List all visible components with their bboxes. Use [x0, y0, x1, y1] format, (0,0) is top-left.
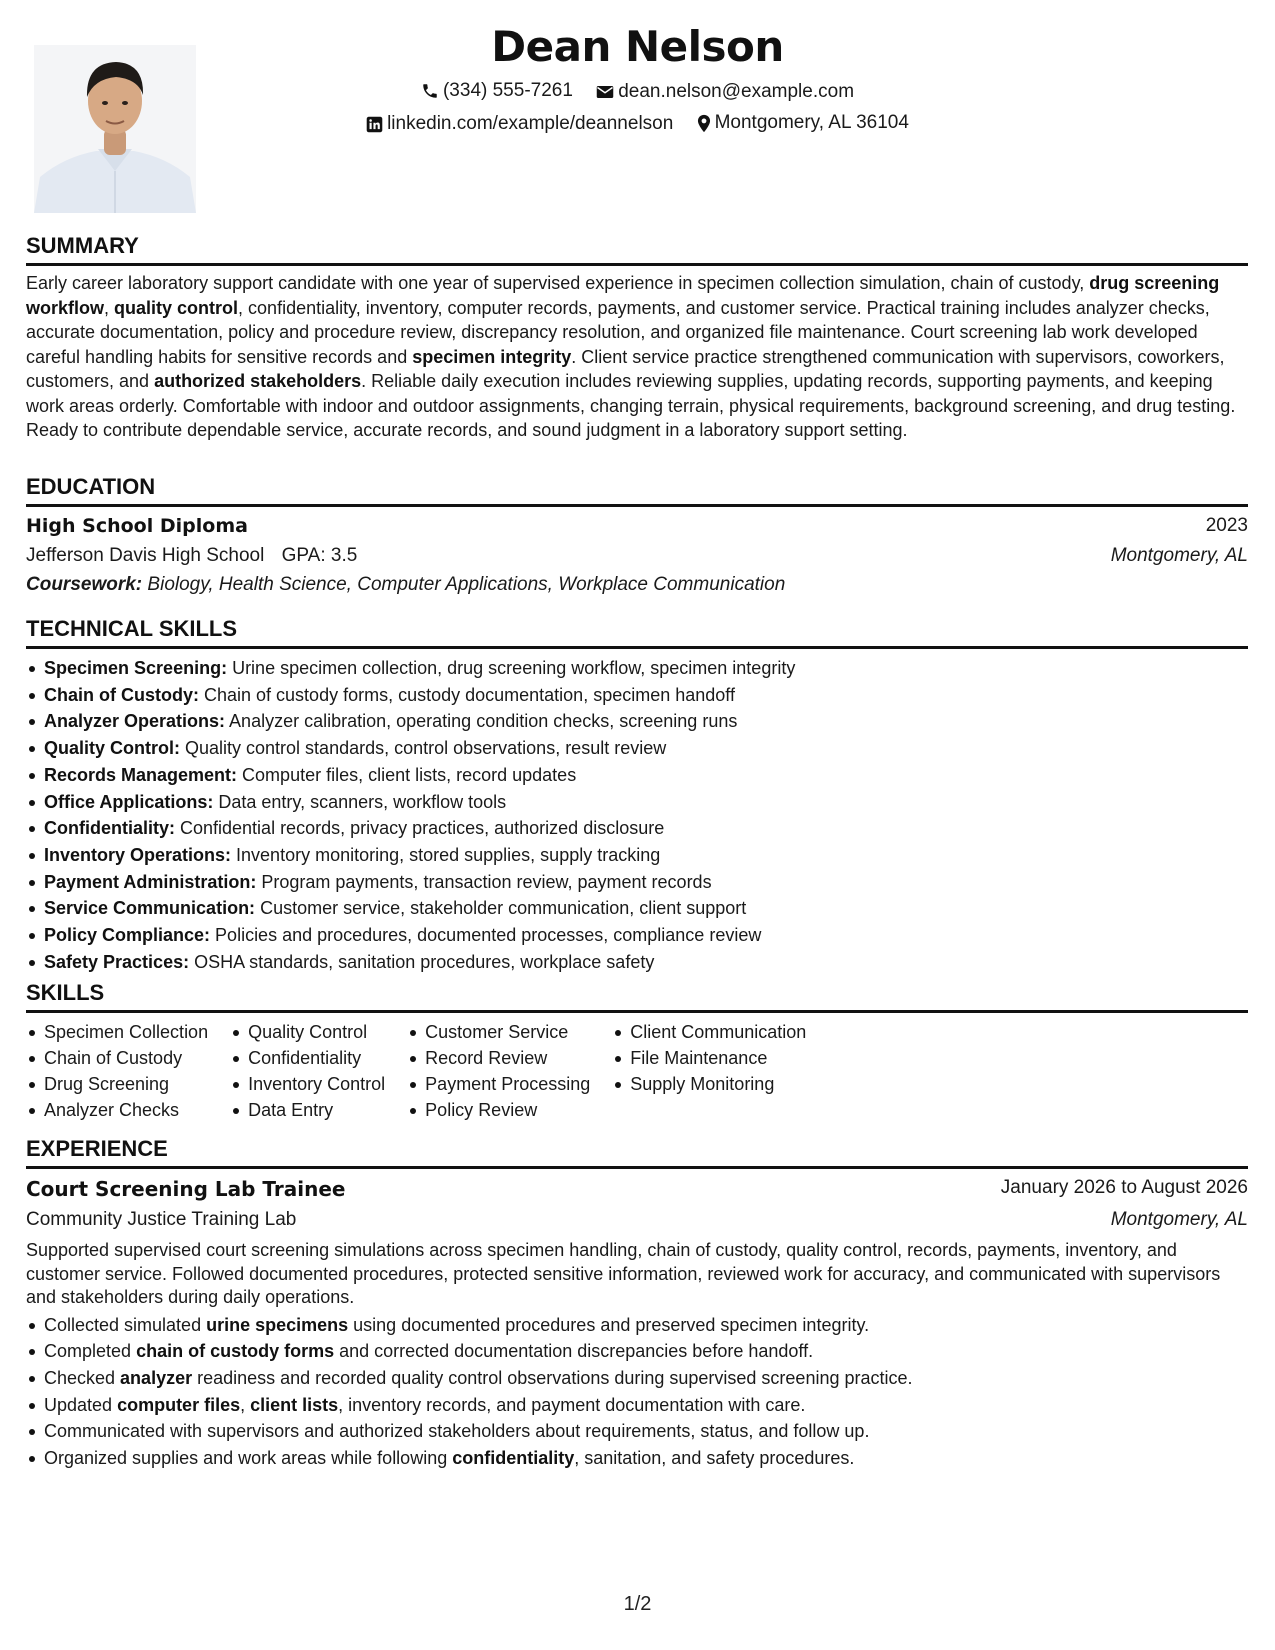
skill-item: Record Review [407, 1045, 590, 1071]
skill-item: Chain of Custody [26, 1045, 208, 1071]
experience-bullet: Organized supplies and work areas while following confidentiality, sanitation, and safety procedures. [26, 1445, 1248, 1472]
skill-item: File Maintenance [612, 1045, 806, 1071]
technical-skill-item [26, 789, 1248, 816]
skill-item: Quality Control [230, 1019, 385, 1045]
skill-item: Specimen Collection [26, 1019, 208, 1045]
experience-bullet: Checked analyzer readiness and recorded quality control observations during supervised screening practice. [26, 1365, 1248, 1392]
experience-section [26, 1136, 1248, 1472]
school-name: Jefferson Davis High School [26, 545, 265, 566]
experience-heading: EXPERIENCE [26, 1136, 1248, 1169]
skill-category: Safety Practices: [44, 951, 190, 972]
job-description: Supported supervised court screening simulations across specimen handling, chain of custody, quality control, records, payments, inventory, and customer service. Followed documented procedures, protected sensitive information, reviewed work for accuracy, and communicated with supervisors and stakeholders during daily operations. [26, 1240, 1221, 1307]
job-title-row [26, 1177, 1248, 1201]
technical-skill-item [26, 762, 1248, 789]
education-school-row [26, 545, 1248, 567]
technical-skills-list [26, 655, 1248, 975]
linkedin-url: linkedin.com/example/deannelson [387, 113, 674, 134]
map-pin-icon [697, 114, 711, 133]
technical-skill-item [26, 815, 1248, 842]
skill-details: Policies and procedures, documented processes, compliance review [210, 925, 762, 946]
bold-phrase: chain of custody forms [136, 1341, 335, 1362]
skill-details: Customer service, stakeholder communication, client support [255, 898, 747, 919]
graduation-year: 2023 [1205, 515, 1248, 536]
experience-bullet: Updated computer files, client lists, inventory records, and payment documentation with care. [26, 1392, 1248, 1419]
job-org-row [26, 1209, 1248, 1231]
skill-item: Customer Service [407, 1019, 590, 1045]
technical-skills-heading: TECHNICAL SKILLS [26, 616, 1248, 649]
technical-skill-item [26, 655, 1248, 682]
bold-phrase: urine specimens [206, 1314, 349, 1335]
summary-heading: SUMMARY [26, 233, 1248, 266]
skill-category: Policy Compliance: [44, 925, 211, 946]
skill-item: Inventory Control [230, 1071, 385, 1097]
education-degree-row [26, 515, 1248, 537]
job-organization: Community Justice Training Lab [26, 1209, 297, 1230]
skill-details: Analyzer calibration, operating condition checks, screening runs [225, 711, 738, 732]
skill-item: Policy Review [407, 1097, 590, 1123]
contact-row-1 [0, 80, 1275, 106]
coursework [26, 574, 1248, 596]
phone-number: (334) 555-7261 [442, 80, 573, 101]
page-number: 1/2 [623, 1593, 652, 1615]
skill-category: Analyzer Operations: [44, 711, 226, 732]
job-dates: January 2026 to August 2026 [1000, 1177, 1248, 1198]
skills-column [230, 1019, 385, 1123]
skills-column [612, 1019, 806, 1123]
bold-phrase: specimen integrity [412, 346, 572, 367]
skill-item: Drug Screening [26, 1071, 208, 1097]
skill-category: Confidentiality: [44, 818, 175, 839]
skill-details: Quality control standards, control observations, result review [180, 738, 667, 759]
email-address: dean.nelson@example.com [618, 81, 855, 102]
technical-skill-item [26, 895, 1248, 922]
education-heading: EDUCATION [26, 474, 1248, 507]
bold-phrase: confidentiality [452, 1448, 575, 1469]
bold-phrase: authorized stakeholders [154, 371, 362, 391]
coursework-list: Biology, Health Science, Computer Applications, Workplace Communication [142, 574, 786, 595]
skills-section [26, 980, 1248, 1123]
skill-details: Inventory monitoring, stored supplies, supply tracking [231, 844, 661, 865]
envelope-icon [596, 84, 614, 100]
contact-row-2 [0, 112, 1275, 139]
skill-item: Payment Processing [407, 1071, 590, 1097]
experience-bullets [26, 1312, 1248, 1472]
coursework-label: Coursework: [26, 574, 143, 595]
skill-item: Client Communication [612, 1019, 806, 1045]
skill-category: Records Management: [44, 764, 238, 785]
skill-details: Confidential records, privacy practices, authorized disclosure [175, 818, 665, 839]
skill-details: Program payments, transaction review, payment records [256, 871, 712, 892]
skill-details: OSHA standards, sanitation procedures, workplace safety [189, 951, 655, 972]
skill-item: Data Entry [230, 1097, 385, 1123]
skill-category: Quality Control: [44, 738, 180, 759]
gpa: GPA: 3.5 [281, 545, 358, 566]
candidate-name: Dean Nelson [491, 22, 784, 71]
technical-skill-item [26, 922, 1248, 949]
degree-name: High School Diploma [26, 515, 248, 537]
technical-skill-item [26, 949, 1248, 976]
location-contact [697, 112, 909, 134]
linkedin-contact[interactable] [366, 113, 673, 135]
skill-category: Office Applications: [44, 791, 214, 812]
experience-bullet: Completed chain of custody forms and corrected documentation discrepancies before handoff. [26, 1338, 1248, 1365]
experience-bullet: Communicated with supervisors and authorized stakeholders about requirements, status, and follow up. [26, 1418, 1248, 1445]
skill-details: Computer files, client lists, record updates [237, 764, 577, 785]
school-location: Montgomery, AL [1110, 545, 1248, 566]
skill-details: Urine specimen collection, drug screening workflow, specimen integrity [227, 658, 796, 678]
education-section [26, 474, 1248, 596]
job-location: Montgomery, AL [1110, 1209, 1248, 1230]
skills-column [407, 1019, 590, 1123]
summary-text: Early career laboratory support candidate with one year of supervised experience in specimen collection simulation, chain of custody, drug screening workflow, quality control, confidentiality, inventory, computer records, payments, and customer service. Practical training includes analyzer checks, accurate documentation, policy and procedure review, discrepancy resolution, and organized file maintenance. Court screening lab work developed careful handling habits for sensitive records and specimen integrity. Client service practice strengthened communication with supervisors, coworkers, customers, and authorized stakeholders. Reliable daily execution includes reviewing supplies, updating records, supporting payments, and keeping work areas orderly. Comfortable with indoor and outdoor assignments, changing terrain, physical requirements, background screening, and drug testing. Ready to contribute dependable service, accurate records, and sound judgment in a laboratory support setting. [26, 273, 1236, 440]
technical-skills-section [26, 616, 1248, 975]
skill-category: Chain of Custody: [44, 684, 199, 705]
technical-skill-item [26, 869, 1248, 896]
skill-details: Data entry, scanners, workflow tools [213, 791, 507, 812]
bold-phrase: drug screening workflow [26, 273, 1220, 318]
skill-category: Payment Administration: [44, 871, 257, 892]
skill-item: Confidentiality [230, 1045, 385, 1071]
experience-bullet: Collected simulated urine specimens using documented procedures and preserved specimen integrity. [26, 1312, 1248, 1339]
technical-skill-item [26, 842, 1248, 869]
bold-phrase: client lists [250, 1394, 339, 1415]
technical-skill-item [26, 735, 1248, 762]
bold-phrase: analyzer [120, 1367, 193, 1388]
skills-heading: SKILLS [26, 980, 1248, 1013]
skills-column [26, 1019, 208, 1123]
email-contact[interactable] [596, 81, 854, 103]
bold-phrase: computer files [117, 1394, 241, 1415]
skill-item: Supply Monitoring [612, 1071, 806, 1097]
skill-details: Chain of custody forms, custody documentation, specimen handoff [199, 684, 735, 705]
location-text: Montgomery, AL 36104 [714, 112, 909, 133]
skill-category: Specimen Screening: [44, 658, 228, 678]
phone-icon [421, 82, 439, 100]
summary-section [26, 233, 1248, 443]
technical-skill-item [26, 708, 1248, 735]
skill-item: Analyzer Checks [26, 1097, 208, 1123]
phone-contact[interactable] [421, 80, 573, 102]
skill-category: Inventory Operations: [44, 844, 232, 865]
technical-skill-item [26, 682, 1248, 709]
bold-phrase: quality control [114, 297, 239, 318]
linkedin-icon [366, 116, 383, 133]
skills-grid [26, 1019, 1248, 1123]
job-title: Court Screening Lab Trainee [26, 1177, 346, 1201]
skill-category: Service Communication: [44, 898, 256, 919]
